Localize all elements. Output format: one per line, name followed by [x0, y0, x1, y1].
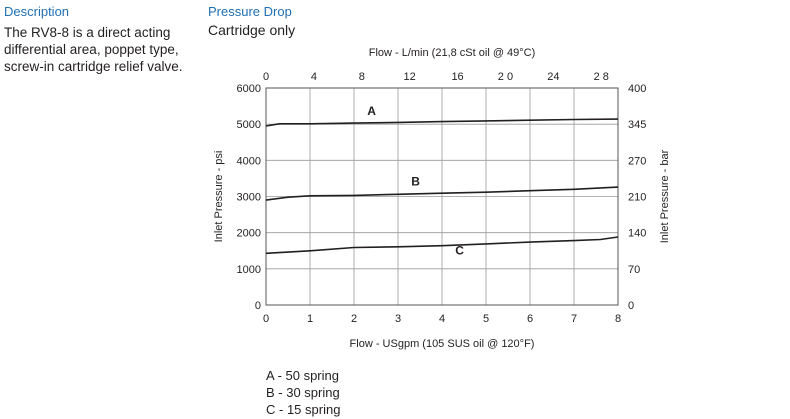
- y-tick-label: 6000: [236, 83, 261, 95]
- description-line: The RV8-8 is a direct acting: [4, 25, 171, 40]
- x-tick-label: 5: [482, 313, 490, 325]
- y2-tick-label: 270: [628, 155, 647, 168]
- pressure-drop-subtitle: Cartridge only: [208, 22, 296, 38]
- x2-tick-label: 12: [403, 71, 416, 83]
- y-tick-label: 0: [254, 300, 261, 312]
- y2-tick-label: 210: [628, 191, 647, 204]
- x2-tick-label: 4: [310, 71, 317, 83]
- x2-tick-label: 24: [547, 71, 560, 83]
- description-line: screw-in cartridge relief valve.: [4, 59, 183, 74]
- series-label: A: [367, 104, 376, 119]
- x2-axis-label: Flow - L/min (21,8 cSt oil @ 49°C): [368, 47, 536, 59]
- x-tick-label: 4: [438, 313, 446, 325]
- legend-item: C - 15 spring: [266, 402, 341, 417]
- description-heading: Description: [4, 4, 70, 19]
- legend-item: A - 50 spring: [266, 368, 339, 383]
- y-axis-label: Inlet Pressure - psi: [213, 150, 225, 243]
- y-tick-label: 5000: [236, 119, 261, 132]
- chart-legend: [266, 367, 340, 418]
- x2-tick-label: 8: [358, 71, 365, 83]
- series-label: B: [411, 174, 420, 189]
- y2-axis-label: Inlet Pressure - bar: [659, 149, 671, 244]
- y2-tick-label: 345: [628, 119, 647, 132]
- x-tick-label: 6: [526, 313, 534, 325]
- y2-tick-label: 0: [628, 300, 635, 312]
- x2-tick-label: 2 0: [497, 71, 514, 83]
- x-tick-label: 2: [350, 313, 358, 325]
- pressure-drop-heading: Pressure Drop: [208, 4, 292, 19]
- x-tick-label: 7: [570, 313, 578, 325]
- y2-tick-label: 70: [628, 263, 641, 276]
- x-tick-label: 1: [306, 313, 314, 325]
- x2-tick-label: 2 8: [593, 71, 609, 83]
- y-tick-label: 3000: [236, 191, 261, 204]
- y-tick-label: 2000: [236, 227, 261, 240]
- x2-tick-label: 0: [262, 71, 270, 83]
- x-tick-label: 8: [614, 313, 622, 325]
- x-axis-label: Flow - USgpm (105 SUS oil @ 120°F): [349, 338, 535, 350]
- y-tick-label: 4000: [236, 155, 261, 168]
- description-line: differential area, poppet type,: [4, 42, 179, 57]
- x-tick-label: 0: [262, 313, 270, 325]
- series-label: C: [455, 243, 464, 258]
- x2-tick-label: 16: [451, 71, 464, 83]
- y2-tick-label: 140: [628, 227, 647, 240]
- x-tick-label: 3: [394, 313, 402, 325]
- y-tick-label: 1000: [236, 263, 261, 276]
- legend-item: B - 30 spring: [266, 385, 340, 400]
- y2-tick-label: 400: [628, 83, 647, 95]
